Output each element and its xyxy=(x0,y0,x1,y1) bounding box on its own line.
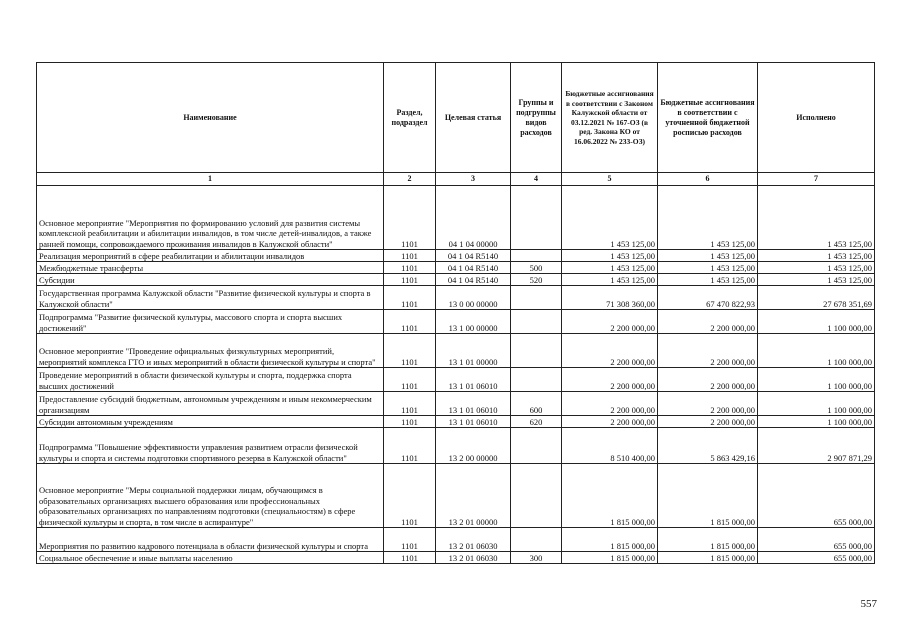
row-executed-amount: 655 000,00 xyxy=(758,528,875,552)
row-executed-amount: 1 453 125,00 xyxy=(758,274,875,286)
row-group xyxy=(511,334,562,368)
row-name: Основное мероприятие "Проведение официальных физкультурных мероприятий, мероприятий комплекса ГТО и иных мероприятий в области физической культуры и спорта" xyxy=(37,334,384,368)
column-number: 2 xyxy=(384,173,436,186)
table-row xyxy=(37,552,875,564)
budget-table xyxy=(36,62,875,564)
row-group xyxy=(511,464,562,528)
row-budget-amount: 1 453 125,00 xyxy=(658,274,758,286)
row-section: 1101 xyxy=(384,428,436,464)
row-target: 13 0 00 00000 xyxy=(436,286,511,310)
page-number: 557 xyxy=(860,598,877,610)
header-target: Целевая статья xyxy=(436,63,511,173)
row-law-amount: 1 453 125,00 xyxy=(562,274,658,286)
row-law-amount: 1 815 000,00 xyxy=(562,552,658,564)
table-row xyxy=(37,286,875,310)
row-budget-amount: 1 453 125,00 xyxy=(658,262,758,274)
row-target: 13 2 00 00000 xyxy=(436,428,511,464)
row-executed-amount: 655 000,00 xyxy=(758,552,875,564)
row-group xyxy=(511,186,562,250)
header-section: Раздел, подраздел xyxy=(384,63,436,173)
column-number: 7 xyxy=(758,173,875,186)
row-law-amount: 2 200 000,00 xyxy=(562,368,658,392)
row-section: 1101 xyxy=(384,310,436,334)
column-number: 5 xyxy=(562,173,658,186)
column-number: 6 xyxy=(658,173,758,186)
row-budget-amount: 2 200 000,00 xyxy=(658,392,758,416)
row-section: 1101 xyxy=(384,392,436,416)
row-name: Мероприятия по развитию кадрового потенциала в области физической культуры и спорта xyxy=(37,528,384,552)
column-number: 1 xyxy=(37,173,384,186)
row-group: 620 xyxy=(511,416,562,428)
row-executed-amount: 655 000,00 xyxy=(758,464,875,528)
row-target: 13 1 00 00000 xyxy=(436,310,511,334)
row-name: Государственная программа Калужской области "Развитие физической культуры и спорта в Калужской области" xyxy=(37,286,384,310)
row-group: 520 xyxy=(511,274,562,286)
row-law-amount: 2 200 000,00 xyxy=(562,334,658,368)
header-name: Наименование xyxy=(37,63,384,173)
row-group xyxy=(511,528,562,552)
row-law-amount: 71 308 360,00 xyxy=(562,286,658,310)
row-law-amount: 2 200 000,00 xyxy=(562,392,658,416)
row-law-amount: 2 200 000,00 xyxy=(562,310,658,334)
row-budget-amount: 1 453 125,00 xyxy=(658,186,758,250)
row-name: Основное мероприятие "Меры социальной поддержки лицам, обучающимся в образовательных организациях высшего образования или профессиональных образовательных организациях по направлениям подготовки (специальностям) в сфере физической культуры и спорта, в том числе в аспирантуре" xyxy=(37,464,384,528)
row-target: 13 1 01 06010 xyxy=(436,368,511,392)
row-name: Проведение мероприятий в области физической культуры и спорта, поддержка спорта высших достижений xyxy=(37,368,384,392)
row-budget-amount: 1 815 000,00 xyxy=(658,528,758,552)
row-target: 13 1 01 06010 xyxy=(436,416,511,428)
table-row xyxy=(37,334,875,368)
row-section: 1101 xyxy=(384,262,436,274)
row-budget-amount: 1 815 000,00 xyxy=(658,464,758,528)
row-target: 13 2 01 06030 xyxy=(436,528,511,552)
row-group xyxy=(511,310,562,334)
row-section: 1101 xyxy=(384,552,436,564)
row-executed-amount: 1 100 000,00 xyxy=(758,416,875,428)
row-name: Реализация мероприятий в сфере реабилитации и абилитации инвалидов xyxy=(37,250,384,262)
row-section: 1101 xyxy=(384,528,436,552)
table-row xyxy=(37,392,875,416)
row-budget-amount: 2 200 000,00 xyxy=(658,416,758,428)
column-number: 3 xyxy=(436,173,511,186)
row-name: Подпрограмма "Повышение эффективности управления развитием отрасли физической культуры и спорта и системы подготовки спортивного резерва в Калужской области" xyxy=(37,428,384,464)
row-group: 300 xyxy=(511,552,562,564)
table-row xyxy=(37,528,875,552)
row-law-amount: 1 453 125,00 xyxy=(562,262,658,274)
row-section: 1101 xyxy=(384,416,436,428)
row-target: 04 1 04 R5140 xyxy=(436,250,511,262)
row-name: Основное мероприятие "Мероприятия по формированию условий для развития системы комплексной реабилитации и абилитации инвалидов, в том числе детей-инвалидов, а также ранней помощи, сопровождаемого проживания инвалидов в Калужской области" xyxy=(37,186,384,250)
table-row xyxy=(37,368,875,392)
header-executed: Исполнено xyxy=(758,63,875,173)
row-name: Подпрограмма "Развитие физической культуры, массового спорта и спорта высших достижений" xyxy=(37,310,384,334)
budget-table-sheet xyxy=(36,62,874,564)
header-law-allocations: Бюджетные ассигнования в соответствии с Законом Калужской области от 03.12.2021 № 167-ОЗ (в ред. Закона КО от 16.06.2022 № 233-ОЗ) xyxy=(562,63,658,173)
row-group xyxy=(511,428,562,464)
row-budget-amount: 2 200 000,00 xyxy=(658,310,758,334)
table-row xyxy=(37,186,875,250)
row-budget-amount: 67 470 822,93 xyxy=(658,286,758,310)
header-groups: Группы и подгруппы видов расходов xyxy=(511,63,562,173)
row-executed-amount: 1 453 125,00 xyxy=(758,186,875,250)
table-row xyxy=(37,464,875,528)
table-row xyxy=(37,262,875,274)
row-law-amount: 1 453 125,00 xyxy=(562,186,658,250)
row-executed-amount: 1 100 000,00 xyxy=(758,334,875,368)
row-executed-amount: 1 100 000,00 xyxy=(758,392,875,416)
row-target: 13 2 01 00000 xyxy=(436,464,511,528)
table-row xyxy=(37,428,875,464)
row-group xyxy=(511,368,562,392)
table-row xyxy=(37,310,875,334)
row-section: 1101 xyxy=(384,368,436,392)
row-budget-amount: 1 815 000,00 xyxy=(658,552,758,564)
row-target: 04 1 04 R5140 xyxy=(436,274,511,286)
header-budget-allocations: Бюджетные ассигнования в соответствии с уточненной бюджетной росписью расходов xyxy=(658,63,758,173)
row-section: 1101 xyxy=(384,250,436,262)
row-target: 13 2 01 06030 xyxy=(436,552,511,564)
row-section: 1101 xyxy=(384,464,436,528)
row-executed-amount: 1 453 125,00 xyxy=(758,250,875,262)
table-row xyxy=(37,274,875,286)
row-section: 1101 xyxy=(384,286,436,310)
row-law-amount: 1 815 000,00 xyxy=(562,528,658,552)
table-body xyxy=(37,186,875,564)
row-executed-amount: 1 453 125,00 xyxy=(758,262,875,274)
row-law-amount: 2 200 000,00 xyxy=(562,416,658,428)
row-name: Социальное обеспечение и иные выплаты населению xyxy=(37,552,384,564)
row-section: 1101 xyxy=(384,274,436,286)
row-law-amount: 1 453 125,00 xyxy=(562,250,658,262)
row-budget-amount: 2 200 000,00 xyxy=(658,334,758,368)
row-target: 04 1 04 R5140 xyxy=(436,262,511,274)
row-budget-amount: 2 200 000,00 xyxy=(658,368,758,392)
row-name: Субсидии автономным учреждениям xyxy=(37,416,384,428)
row-section: 1101 xyxy=(384,334,436,368)
row-name: Межбюджетные трансферты xyxy=(37,262,384,274)
row-budget-amount: 1 453 125,00 xyxy=(658,250,758,262)
row-section: 1101 xyxy=(384,186,436,250)
row-group xyxy=(511,286,562,310)
table-row xyxy=(37,250,875,262)
row-law-amount: 8 510 400,00 xyxy=(562,428,658,464)
row-law-amount: 1 815 000,00 xyxy=(562,464,658,528)
row-name: Предоставление субсидий бюджетным, автономным учреждениям и иным некоммерческим организациям xyxy=(37,392,384,416)
row-executed-amount: 1 100 000,00 xyxy=(758,368,875,392)
table-row xyxy=(37,416,875,428)
row-target: 13 1 01 06010 xyxy=(436,392,511,416)
column-number-row xyxy=(37,173,875,186)
row-executed-amount: 27 678 351,69 xyxy=(758,286,875,310)
row-target: 13 1 01 00000 xyxy=(436,334,511,368)
table-header-row xyxy=(37,63,875,173)
row-executed-amount: 1 100 000,00 xyxy=(758,310,875,334)
row-budget-amount: 5 863 429,16 xyxy=(658,428,758,464)
row-group xyxy=(511,250,562,262)
row-name: Субсидии xyxy=(37,274,384,286)
row-executed-amount: 2 907 871,29 xyxy=(758,428,875,464)
row-group: 500 xyxy=(511,262,562,274)
row-target: 04 1 04 00000 xyxy=(436,186,511,250)
row-group: 600 xyxy=(511,392,562,416)
column-number: 4 xyxy=(511,173,562,186)
